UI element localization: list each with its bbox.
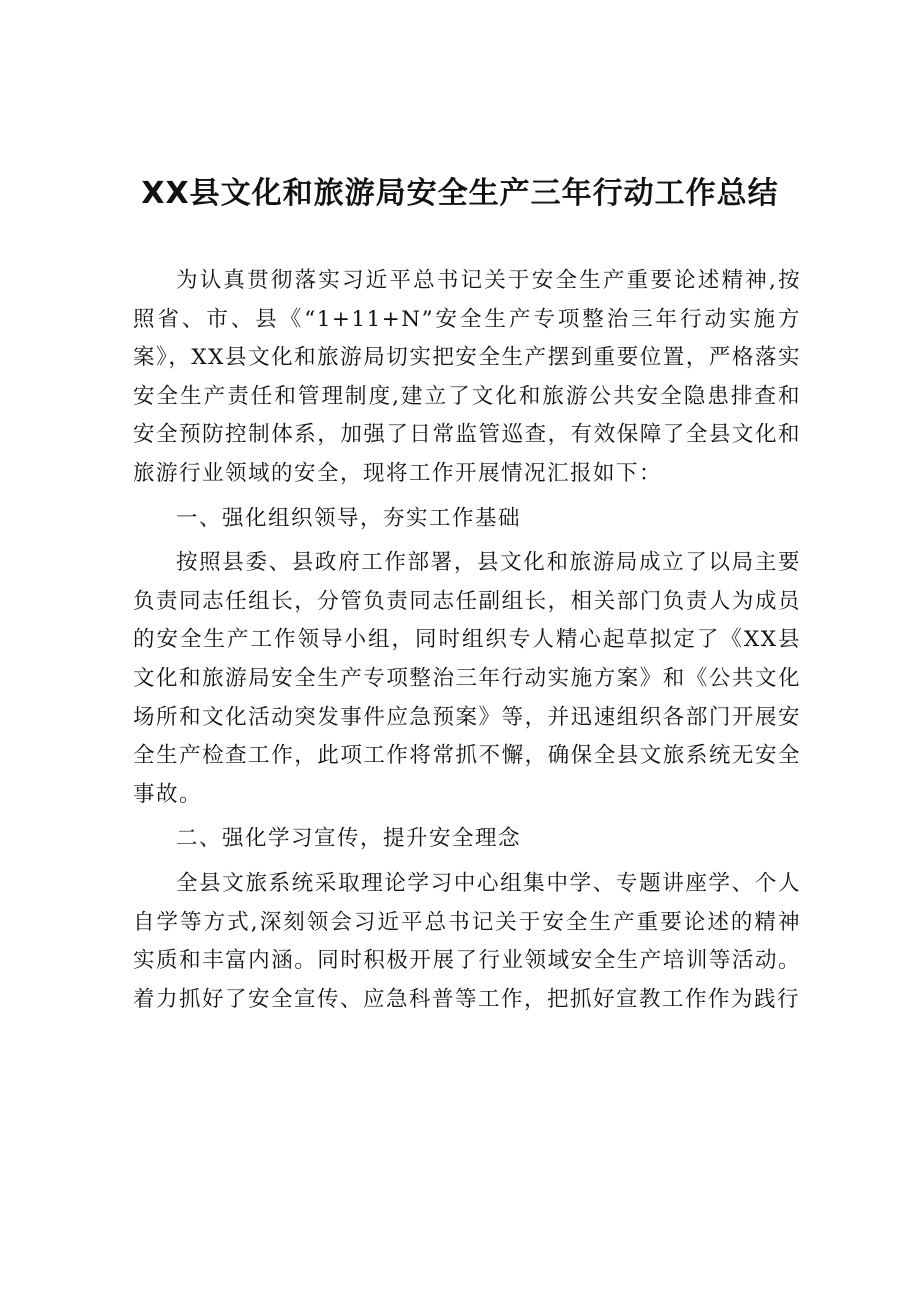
intro-paragraph: 为认真贯彻落实习近平总书记关于安全生产重要论述精神,按照省、市、县《“1+11+N”安全生产专项整治三年行动实施方案》，XX县文化和旅游局切实把安全生产摆到重要位置，严格落实安全生产责任和管理制度,建立了文化和旅游公共安全隐患排查和安全预防控制体系，加强了日常监管巡查，有效保障了全县文化和旅游行业领域的安全，现将工作开展情况汇报如下： xyxy=(133,268,801,486)
document-title: XX县文化和旅游局安全生产三年行动工作总结 xyxy=(141,176,779,211)
section-2-paragraph: 全县文旅系统采取理论学习中心组集中学、专题讲座学、个人自学等方式,深刻领会习近平总书记关于安全生产重要论述的精神实质和丰富内涵。同时积极开展了行业领域安全生产培训等活动。着力抓好了安全宣传、应急科普等工作，把抓好宣教工作作为践行 xyxy=(133,870,801,1012)
section-heading-1: 一、强化组织领导，夯实工作基础 xyxy=(176,505,522,531)
section-1-paragraph: 按照县委、县政府工作部署，县文化和旅游局成立了以局主要负责同志任组长，分管负责同志任副组长，相关部门负责人为成员的安全生产工作领导小组，同时组织专人精心起草拟定了《XX县文化和旅游局安全生产专项整治三年行动实施方案》和《公共文化场所和文化活动突发事件应急预案》等，并迅速组织各部门开展安全生产检查工作，此项工作将常抓不懈，确保全县文旅系统无安全事故。 xyxy=(133,550,801,807)
document-body xyxy=(133,262,801,1019)
section-heading-2: 二、强化学习宣传，提升安全理念 xyxy=(176,826,522,852)
